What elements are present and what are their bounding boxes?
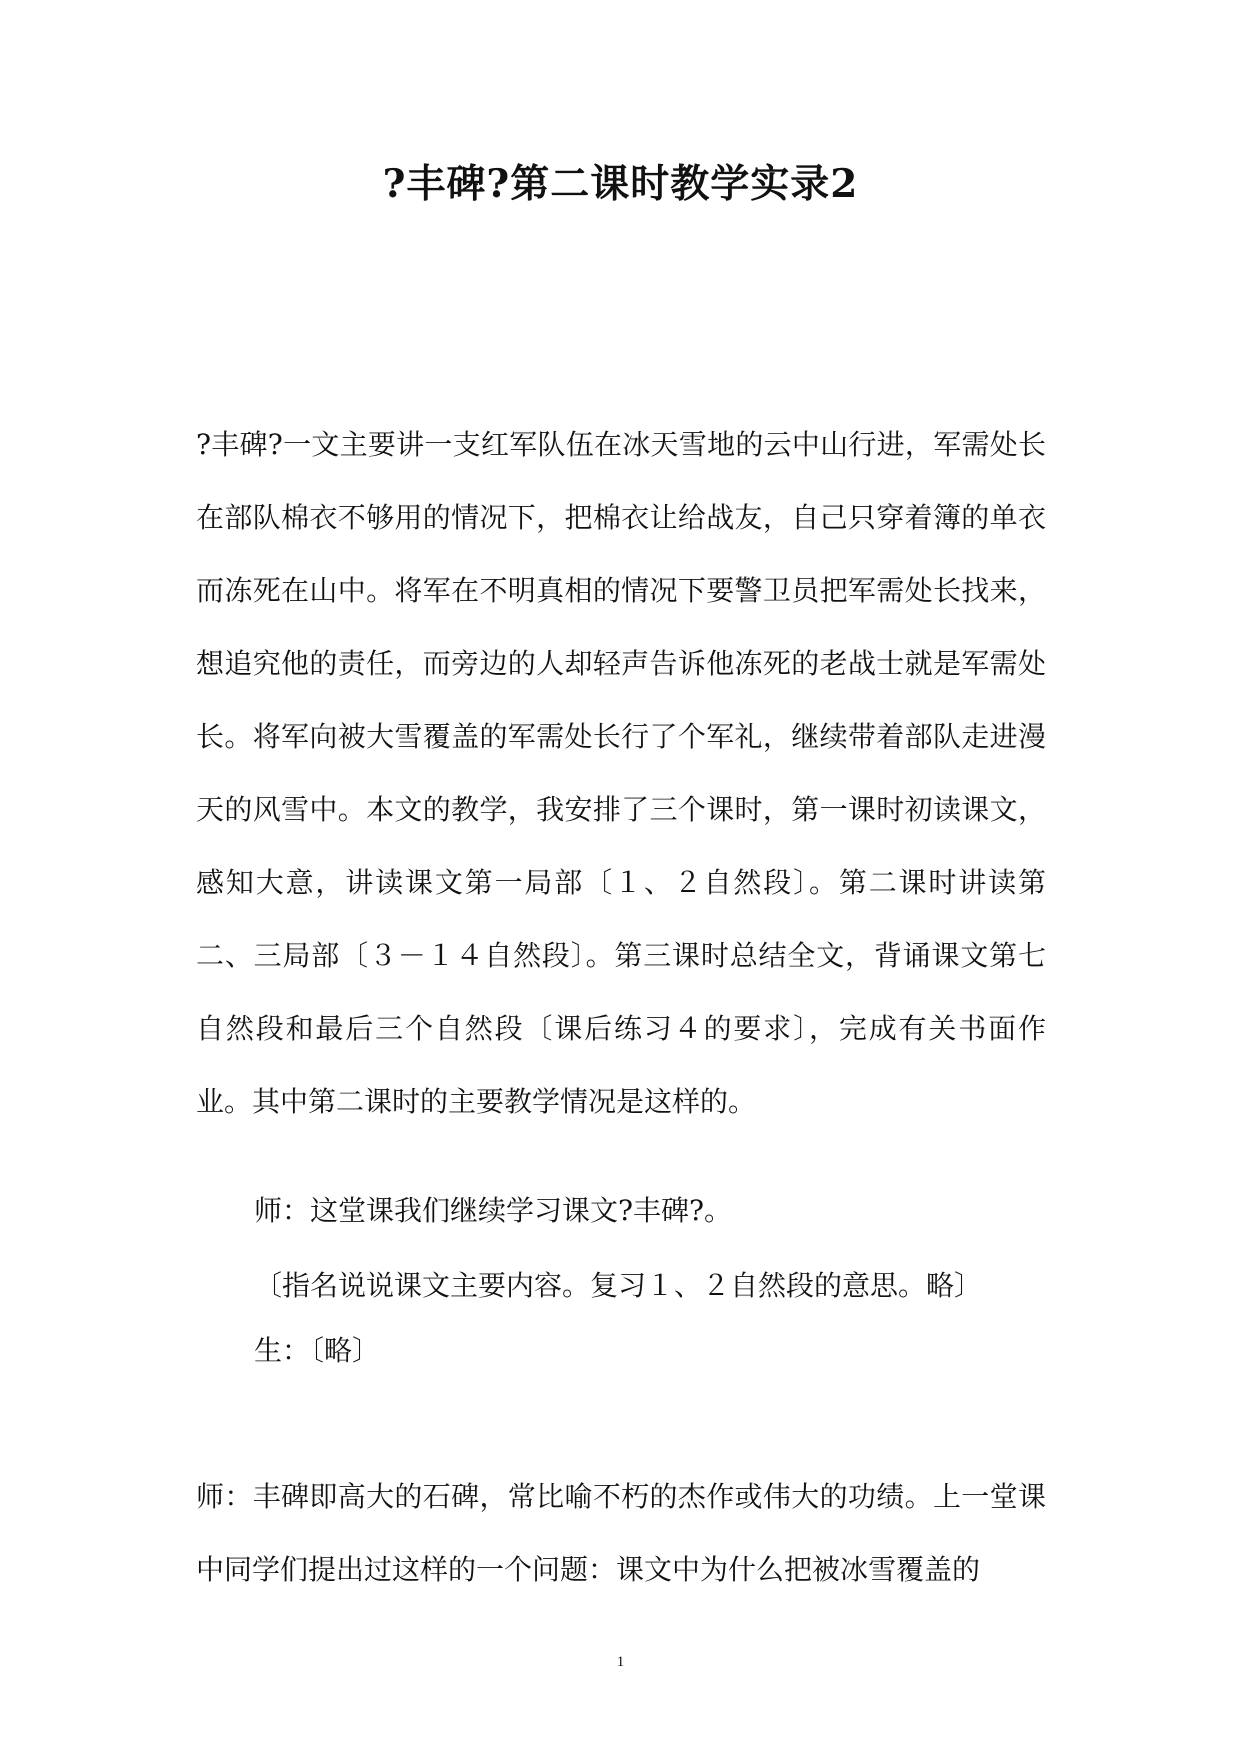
- document-title: ?丰碑?第二课时教学实录2: [382, 161, 859, 207]
- stage-note: 〔指名说说课文主要内容。复习１、２自然段的意思。略〕: [254, 1269, 983, 1302]
- teacher-line: 师：这堂课我们继续学习课文?丰碑?。: [254, 1194, 733, 1227]
- teacher-paragraph: 师：丰碑即高大的石碑，常比喻不朽的杰作或伟大的功绩。上一堂课中同学们提出过这样的一个问题：课文中为什么把被冰雪覆盖的: [196, 1480, 1046, 1586]
- intro-paragraph: ?丰碑?一文主要讲一支红军队伍在冰天雪地的云中山行进，军需处长在部队棉衣不够用的情况下，把棉衣让给战友，自己只穿着簿的单衣而冻死在山中。将军在不明真相的情况下要警卫员把军需处长找来，想追究他的责任，而旁边的人却轻声告诉他冻死的老战士就是军需处长。将军向被大雪覆盖的军需处长行了个军礼，继续带着部队走进漫天的风雪中。本文的教学，我安排了三个课时，第一课时初读课文，感知大意，讲读课文第一局部〔１、２自然段〕。第二课时讲读第二、三局部〔３－１４自然段〕。第三课时总结全文，背诵课文第七自然段和最后三个自然段〔课后练习４的要求〕，完成有关书面作业。其中第二课时的主要教学情况是这样的。: [196, 428, 1046, 1118]
- student-line: 生：〔略〕: [254, 1334, 381, 1367]
- page-number: 1: [616, 1654, 625, 1670]
